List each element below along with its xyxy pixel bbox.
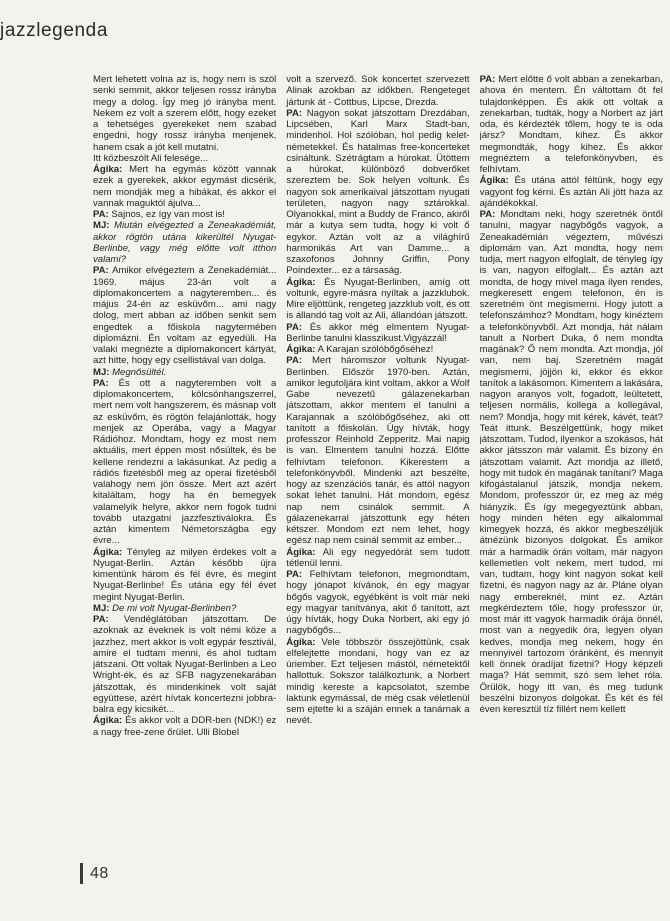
speaker-label: PA:	[479, 74, 496, 85]
speaker-label: PA:	[286, 107, 303, 119]
answer-text: Nagyon sokat játszottam Drezdában, Lipcsében, Karl Marx Stadt-ban, mindenhol. Hol szólóban, hol pedig kelet-németekkel. És hatalmas free-koncerteket csináltunk. Szétrágtam a húrokat. Ütöttem a húrokat, különböző dobverőket szereztem be. Sok helyen voltunk. És nagyon sok amerikaival játszottam nyugati területen, nagyon nagy sztárokkal. Olyanokkal, mint a Buddy de Franco, akiről már a kutya sem tudta, hogy ki volt ő egykor. Aztán volt az a világhírű harmonikás Art van Damme... a szaxofonos Johnny Griffin, Pony Poindexter... ez a társaság.	[286, 107, 470, 277]
answer-text: volt a szervező. Sok koncertet szervezett Alinak azokban az időkben. Rengeteget jártunk át - Cottbus, Lipcse, Drezda.	[286, 74, 470, 108]
interview-paragraph	[480, 74, 663, 175]
speaker-label: PA:	[286, 321, 303, 333]
speaker-label: Ágika:	[286, 546, 316, 558]
speaker-label: Ágika:	[93, 164, 123, 175]
speaker-label: Ágika:	[286, 344, 316, 355]
speaker-label: MJ:	[93, 220, 110, 232]
answer-text: Mert ha egymás között vannak ezek a gyerekek, akkor egymást dicsérik, nem mondják meg a hibákat, és akkor el vannak maguktól ájulva...	[93, 164, 277, 209]
interview-paragraph	[286, 355, 469, 546]
answer-text: Mert háromszor voltunk Nyugat-Berlinben. Először 1970-ben. Aztán, amikor legutoljára kint voltam, akkor a Wolf Gabe nevezetű gálazenekarban játszottam, akkor mentem el tanulni a Karajannak a szólóbőgőséhez, aki ott tanított a főiskolán. Úgy hívták, hogy professzor Reinhold Zepperitz. Mai napig is van. Elmentem tanulni hozzá. Előtte felhívtam telefonon. Kikerestem a telefonkönyvből. Mindenki azt beszélte, hogy az szenzációs tanár, és attól nagyon sokat lehet tanulni. Hát mondom, egész nap nem csinálok semmit. A gálazenekarral játszottunk egy héten kétszer. Mondom ezt nem lehet, hogy egész nap nem csinál semmit az ember...	[286, 355, 470, 547]
text-column-2	[286, 74, 469, 874]
interview-paragraph	[286, 569, 469, 637]
question-text: Megnősültél.	[112, 366, 167, 378]
question-text: Miután elvégezted a Zeneakadémiát, akkor rögtön utána kikerültél Nyugat-Berlinbe, vagy még előtte volt itthon valami?	[93, 220, 277, 265]
interview-paragraph	[93, 220, 276, 265]
interview-paragraph	[286, 322, 469, 345]
answer-text: És Nyugat-Berlinben, amíg ott voltunk, egyre-másra nyíltak a jazzklubok. Mire eljöttünk, rengeteg jazzklub volt, és ott is állandó tag volt az Ali, állandóan játszott.	[286, 276, 470, 322]
interview-paragraph	[93, 614, 276, 715]
speaker-label: MJ:	[93, 602, 110, 614]
answer-text: Felhívtam telefonon, megmondtam, hogy jónapot kívánok, én egy magyar bőgős vagyok, egyébként is volt már neki egy magyar tanítványa, akit ő tanított, azt úgy hívták, hogy Duka Norbert, aki egy jó nagybőgős...	[286, 569, 470, 637]
speaker-label: PA:	[479, 209, 496, 220]
interview-paragraph	[93, 547, 276, 603]
interview-paragraph	[480, 209, 663, 715]
article-body	[93, 74, 663, 874]
answer-text: Ali egy negyedórát sem tudott tétlenül lenni.	[286, 546, 470, 569]
answer-text: És utána attól féltünk, hogy egy vagyont fog kérni. És aztán Ali jött haza az ajándékokkal.	[479, 175, 663, 209]
speaker-label: Ágika:	[93, 715, 123, 727]
interview-paragraph	[93, 715, 276, 738]
interview-paragraph	[286, 637, 469, 727]
answer-text: És ott a nagyteremben volt a diplomakoncertem, kölcsönhangszerrel, mert nem volt hangszerem, és másnap volt az esküvőm, és rögtön felajánlották, hogy menjek az Operába, vagy a Magyar Rádióhoz. Mondtam, hogy ez most nem aktuális, mert éppen most nősültek, és be kellene rendezni a lakásunkat. Az pedig a rádiós fizetésből meg az operai fizetésből valahogy nem jön össze. Mert azt azért kitaláltam, hogy ha én bemegyek valamelyik helyre, akkor nem fogok tudni tovább utazgatni jazzfesztiválokra. És aztán kimentem Németországba egy évre...	[93, 377, 277, 547]
answer-text: Itt közbeszólt Ali felesége...	[93, 152, 209, 164]
speaker-label: PA:	[93, 265, 109, 277]
interview-paragraph	[286, 547, 469, 570]
interview-paragraph	[93, 603, 276, 614]
speaker-label: Ágika:	[93, 546, 123, 558]
interview-paragraph	[93, 378, 276, 547]
page-footer	[80, 863, 109, 884]
answer-text: És akkor még elmentem Nyugat-Berlinbe tanulni klasszikust.Vigyázzál!	[286, 321, 470, 344]
answer-text: És akkor volt a DDR-ben (NDK!) ez a nagy free-zene őrület. Ulli Blobel	[93, 715, 277, 738]
speaker-label: Ágika:	[479, 175, 509, 187]
page-number: 48	[90, 864, 109, 882]
speaker-label: MJ:	[93, 366, 110, 378]
text-column-3	[480, 74, 663, 874]
interview-paragraph	[93, 209, 276, 220]
speaker-label: PA:	[286, 355, 303, 367]
interview-paragraph	[286, 74, 469, 108]
text-column-1	[93, 74, 276, 874]
answer-text: Mert lehetett volna az is, hogy nem is szól senki semmit, akkor teljesen rossz irányba megy a dolog. Így meg jó irányba ment. Nekem ez volt a szerem előtt, hogy ezeket a tehetséges gyerekeket nem szabad engedni, hogy rossz irányba menjenek, hanem csak a jót kell mutatni.	[93, 74, 277, 153]
interview-paragraph	[93, 74, 276, 153]
answer-text: Vele többször összejöttünk, csak elfelejtette mondani, hogy van ez az úriember. Ezt teljesen mástól, németektől hallottuk. Sokszor találkoztunk, a Norbert mindig kereste a kapcsolatot, szembe laktunk egymással, de még csak véletlenül sem ejtette ki a száján ennek a tanárnak a nevét.	[286, 636, 470, 727]
interview-paragraph	[286, 277, 469, 322]
speaker-label: PA:	[93, 209, 109, 220]
speaker-label: PA:	[93, 614, 109, 625]
interview-paragraph	[93, 265, 276, 366]
footer-rule	[80, 863, 83, 884]
section-header: jazzlegenda	[0, 20, 109, 41]
interview-paragraph	[286, 344, 469, 355]
answer-text: Sajnos, ez így van most is!	[111, 209, 225, 220]
speaker-label: Ágika:	[286, 636, 316, 648]
interview-paragraph	[93, 153, 276, 164]
answer-text: Vendéglátóban játszottam. De azoknak az éveknek is volt némi köze a jazzhez, mert akkor is volt egypár fesztivál, amire el tudtam menni, és ahol tudtam játszani. Ott voltak Nyugat-Berlinben a Leo Wright-ék, és az SFB nagyzenekarában játszottak, és mindenkinek volt saját együttese, azért hívtak koncertezni jobbra-balra egy kicsikét...	[93, 614, 277, 715]
interview-paragraph	[286, 108, 469, 277]
speaker-label: Ágika:	[286, 276, 316, 288]
answer-text: Tényleg az milyen érdekes volt a Nyugat-Berlin. Aztán később újra kimentünk három és fél évre, és megint Nyugat-Berlinbe! És utána egy fél évet megint Nyugat-Berlin.	[93, 546, 277, 603]
interview-paragraph	[93, 164, 276, 209]
answer-text: A Karajan szólóbőgőséhez!	[317, 344, 434, 355]
speaker-label: PA:	[286, 569, 303, 580]
answer-text: Mert előtte ő volt abban a zenekarban, ahova én mentem. Én váltottam őt fel tulajdonképpen. És akik ott voltak a zenekarban, tudták, hogy a Norbert az járt oda, és kérdezték tőlem, hogy te is oda jársz? Mondtam, kihez. És akkor megmondták, hogy kihez. És akkor megnéztem a telefonkönyvben, és felhívtam.	[479, 74, 663, 175]
speaker-label: PA:	[93, 377, 109, 389]
answer-text: Mondtam neki, hogy szeretnék öntől tanulni, magyar nagybőgős vagyok, a Zeneakadémián végeztem, művészi diplomám van. Azt mondta, hogy nem tudja, mert nagyon elfoglalt, de tényleg így is van, nagyon elfoglalt... És aztán azt mondta, de hogy mivel maga ilyen rendes, megkeresett engem telefonon, én is szeretném önt megismerni. Hogy jutott a telefonszámhoz? Mondtam, hogy kinéztem a telefonkönyvből. Azt mondja, hát nálam tanult a Norbert Duka, ő nem mondta magának? Ő nem mondta. Azt mondja, jól van, nem baj. Szeretném magát megismerni, jöjjön ki, ekkor és ekkor tanítok a lakásomon. Kimentem a lakására, nagyon aranyos volt, fogadott, leültetett, teljesen normális, kollega a kollegával, nem? Mondja, hogy mit kérek, kávét, teát? Teát ittunk. Beszélgettünk, hogy miket játszottam. Tudod, ilyenkor a szokásos, hát akkor játsszon már valamit. És bizony én játszottam valamit. Azt mondja az illető, hogy mit tudok én magának tanítani? Maga kifogástalanul játszik, mondja nekem. Mondom, professzor úr, ez meg az még hiányzik. És így megegyeztünk abban, hogy minden héten egy alkalommal kimegyek hozzá, és akkor megbeszéljük átnézünk bizonyos dolgokat. És amikor már a harmadik órán voltam, már nagyon kellemetlen volt nekem, mert tudod, mi van, tudtam, hogy kint nagyon sokat kell fizetni, és nagyon nagy az ár. Pláne olyan nagy embereknél, mint ez. Aztán megkérdeztem tőle, hogy professzor úr, most már itt vagyok harmadik órája önnél, most van a negyedik óra, legyen olyan kedves, mondja meg nekem, hogy én mennyivel tartozom óránként, és mennyit kell önnek óradíjat fizetni? Hogy képzeli maga? Hát semmit, szó sem lehet róla. Örülök, hogy itt van, és meg tudunk beszélni bizonyos dolgokat. És két és fél éven keresztül tíz fillért nem kellett	[479, 209, 663, 715]
interview-paragraph	[480, 175, 663, 209]
interview-paragraph	[93, 367, 276, 378]
question-text: De mi volt Nyugat-Berlinben?	[112, 602, 237, 614]
answer-text: Amikor elvégeztem a Zenekadémiát... 1969. május 23-án volt a diplomakoncertem a nagyteremben... és május 24-én az esküvőm... ami nagy dolog, mert abban az időben senkit sem engedtek a főiskola nagytermében diplomázni. Én voltam az egyedüli. Ha valaki megnézte a diplomakoncert kártyát, azt hitte, hogy egy csellistával van dolga.	[93, 265, 277, 367]
